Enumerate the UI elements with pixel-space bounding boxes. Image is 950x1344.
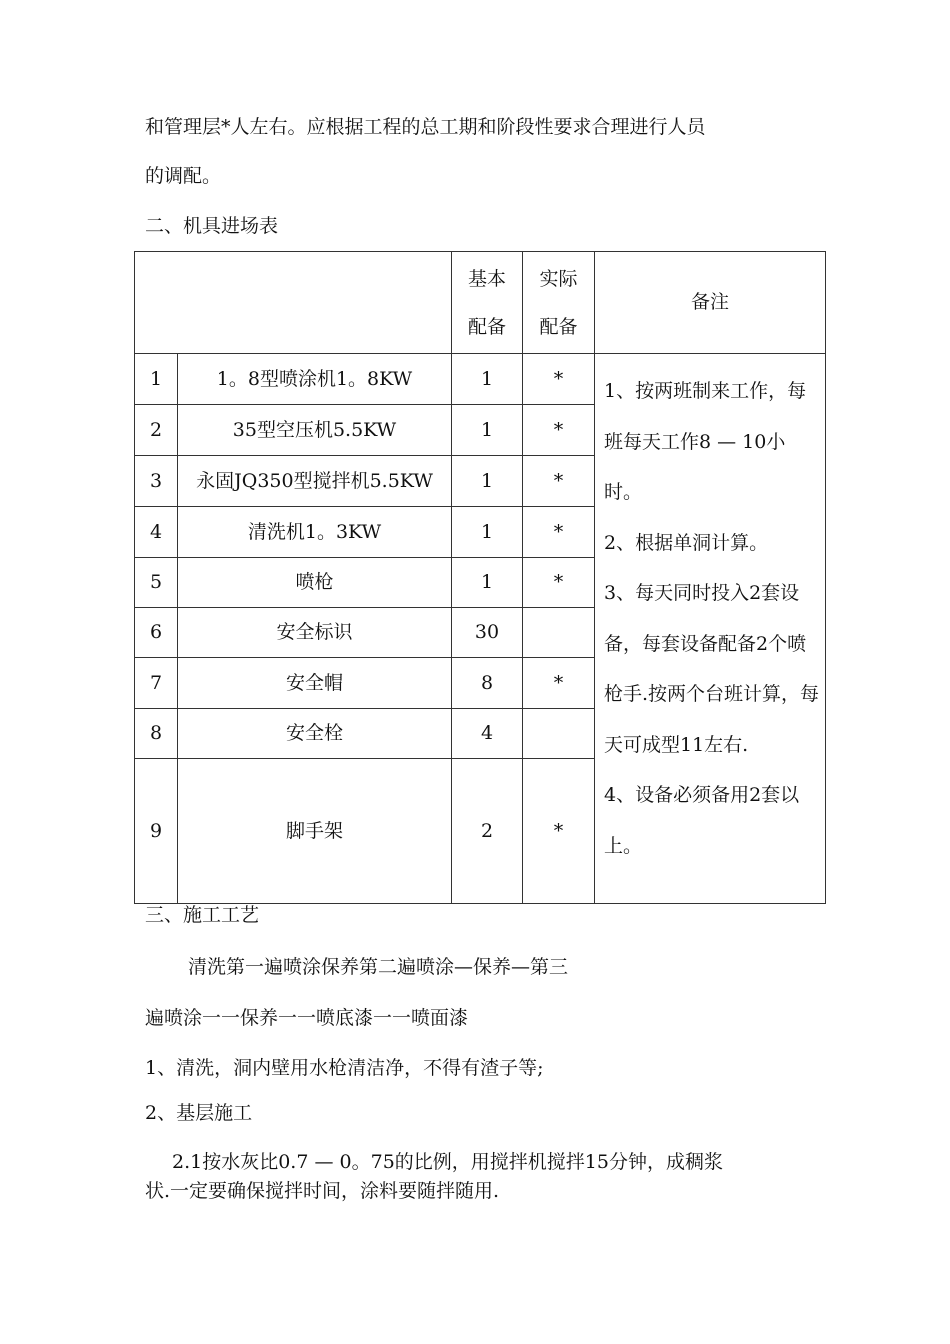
step-2-1-line-1: 2.1按水灰比0.7 — 0。75的比例，用搅拌机搅拌15分钟，成稠浆 (172, 1151, 723, 1173)
equipment-table (134, 251, 826, 904)
row-no: 2 (135, 405, 178, 456)
row-actual: * (523, 456, 595, 507)
header-basic-line2: 配备 (467, 315, 506, 338)
row-name: 安全栓 (178, 709, 452, 759)
row-name: 1。8型喷涂机1。8KW (178, 354, 452, 405)
step-1: 1、清洗，洞内壁用水枪清洁净，不得有渣子等; (145, 1057, 544, 1079)
row-no: 7 (135, 658, 178, 709)
row-no: 5 (135, 558, 178, 608)
row-basic: 1 (452, 354, 523, 405)
row-name: 安全标识 (178, 608, 452, 658)
row-actual (523, 709, 595, 759)
header-actual (523, 252, 595, 354)
header-actual-line1: 实际 (539, 267, 578, 290)
note-3: 3、每天同时投入2套设备，每套设备配备2个喷枪手.按两个台班计算，每天可成型11左右. (604, 582, 820, 756)
row-no: 9 (135, 759, 178, 904)
section-3-title: 三、施工工艺 (145, 904, 260, 926)
row-name: 清洗机1。3KW (178, 507, 452, 558)
row-name: 安全帽 (178, 658, 452, 709)
row-name: 永固JQ350型搅拌机5.5KW (178, 456, 452, 507)
row-actual: * (523, 759, 595, 904)
row-basic: 1 (452, 507, 523, 558)
row-actual: * (523, 658, 595, 709)
row-basic: 1 (452, 456, 523, 507)
row-name: 脚手架 (178, 759, 452, 904)
step-2: 2、基层施工 (145, 1102, 253, 1124)
flow-line-2: 遍喷涂一一保养一一喷底漆一一喷面漆 (145, 1007, 469, 1029)
row-actual: * (523, 405, 595, 456)
row-no: 6 (135, 608, 178, 658)
intro-line-2: 的调配。 (145, 165, 222, 187)
row-basic: 8 (452, 658, 523, 709)
notes-cell (595, 354, 826, 904)
note-2: 2、根据单洞计算。 (604, 531, 769, 554)
row-no: 8 (135, 709, 178, 759)
row-name: 喷枪 (178, 558, 452, 608)
row-name: 35型空压机5.5KW (178, 405, 452, 456)
row-no: 1 (135, 354, 178, 405)
row-actual: * (523, 558, 595, 608)
row-basic: 2 (452, 759, 523, 904)
section-2-title: 二、机具进场表 (145, 215, 279, 237)
step-2-1-line-2: 状.一定要确保搅拌时间，涂料要随拌随用. (145, 1180, 500, 1202)
row-basic: 1 (452, 405, 523, 456)
header-blank-cell (135, 252, 452, 354)
header-note: 备注 (595, 252, 826, 354)
row-basic: 1 (452, 558, 523, 608)
row-actual (523, 608, 595, 658)
row-basic: 30 (452, 608, 523, 658)
header-basic (452, 252, 523, 354)
row-actual: * (523, 507, 595, 558)
row-no: 3 (135, 456, 178, 507)
header-basic-line1: 基本 (467, 267, 506, 290)
note-1: 1、按两班制来工作，每班每天工作8 — 10小时。 (604, 380, 807, 503)
flow-line-1: 清洗第一遍喷涂保养第二遍喷涂—保养—第三 (188, 956, 569, 978)
row-basic: 4 (452, 709, 523, 759)
table-header-row (135, 252, 826, 354)
table-row (135, 354, 826, 405)
intro-line-1: 和管理层*人左右。应根据工程的总工期和阶段性要求合理进行人员 (145, 116, 706, 138)
row-actual: * (523, 354, 595, 405)
header-actual-line2: 配备 (539, 315, 578, 338)
note-4: 4、设备必须备用2套以上。 (604, 784, 800, 857)
row-no: 4 (135, 507, 178, 558)
